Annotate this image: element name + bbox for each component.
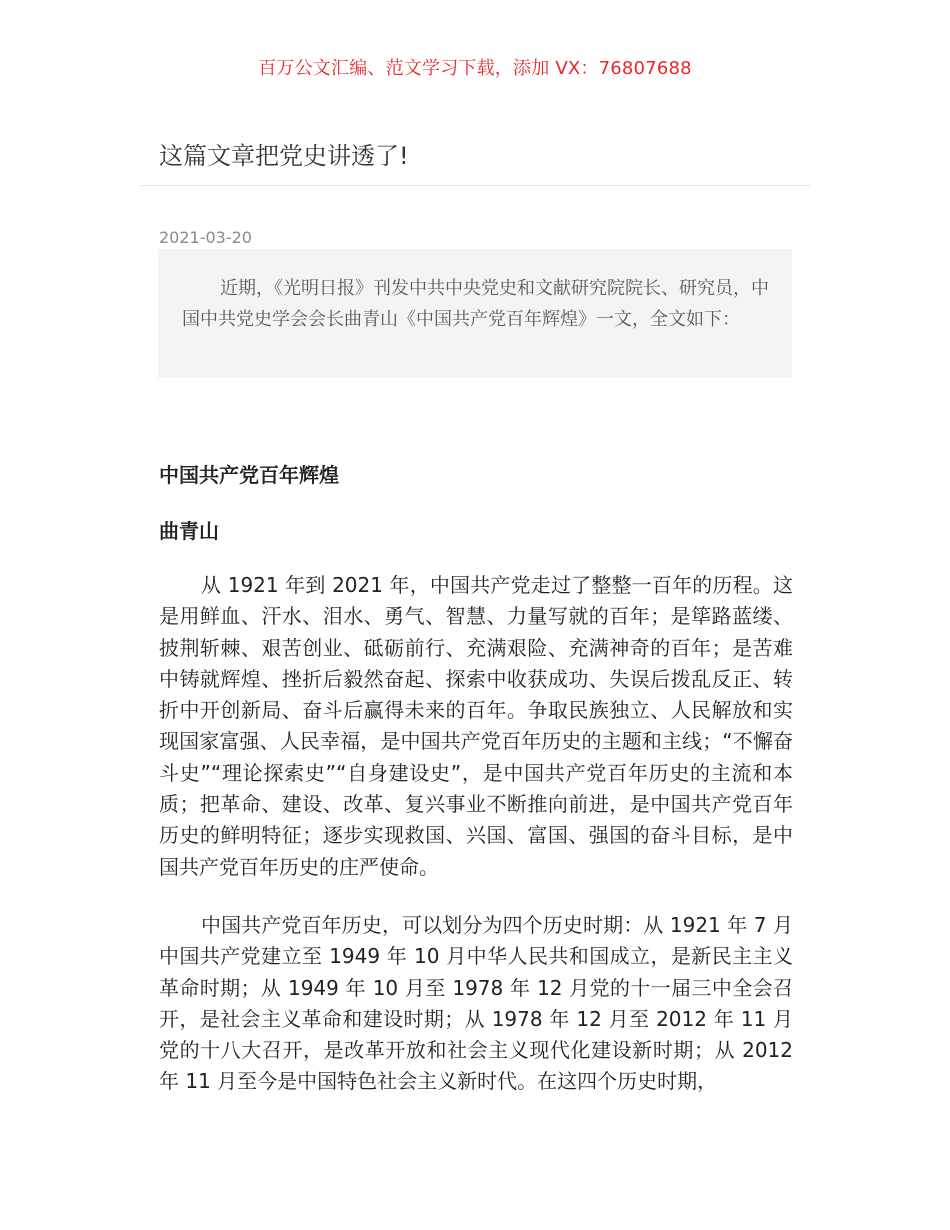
watermark-banner: 百万公文汇编、范文学习下载，添加 VX：76807688 [258,58,692,79]
summary-box: 近期，《光明日报》刊发中共中央党史和文献研究院院长、研究员，中国中共党史学会会长曲青山《中国共产党百年辉煌》一文，全文如下： [158,249,792,378]
author-name: 曲青山 [159,519,219,543]
body-paragraph: 从 1921 年到 2021 年，中国共产党走过了整整一百年的历程。这是用鲜血、汗水、泪水、勇气、智慧、力量写就的百年；是筚路蓝缕、披荆斩棘、艰苦创业、砥砺前行、充满艰险、充满神奇的百年；是苦难中铸就辉煌、挫折后毅然奋起、探索中收获成功、失误后拨乱反正、转折中开创新局、奋斗后赢得未来的百年。争取民族独立、人民解放和实现国家富强、人民幸福，是中国共产党百年历史的主题和主线；“不懈奋斗史”“理论探索史”“自身建设史”，是中国共产党百年历史的主流和本质；把革命、建设、改革、复兴事业不断推向前进，是中国共产党百年历史的鲜明特征；逐步实现救国、兴国、富国、强国的奋斗目标，是中国共产党百年历史的庄严使命。 [159,573,793,879]
article-title: 这篇文章把党史讲透了! [159,142,409,170]
article-heading: 中国共产党百年辉煌 [159,463,339,487]
body-paragraph: 中国共产党百年历史，可以划分为四个历史时期：从 1921 年 7 月中国共产党建立至 1949 年 10 月中华人民共和国成立，是新民主主义革命时期；从 1949 年 10 月至 1978 年 12 月党的十一届三中全会召开，是社会主义革命和建设时期；从 1978 年 12 月至 2012 年 11 月党的十八大召开，是改革开放和社会主义现代化建设新时期；从 2012 年 11 月至今是中国特色社会主义新时代。在这四个历史时期， [159,913,793,1094]
publish-date: 2021-03-20 [159,228,252,247]
title-divider [140,185,810,186]
